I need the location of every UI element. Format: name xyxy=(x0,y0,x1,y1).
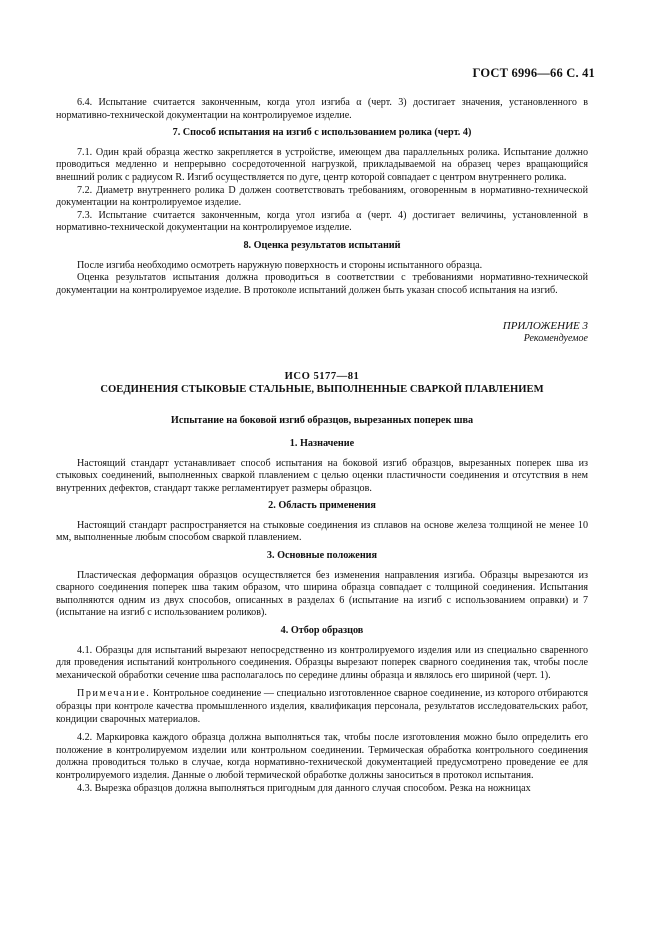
appendix-status: Рекомендуемое xyxy=(523,332,588,344)
note-label: Примечание. xyxy=(77,688,151,700)
section-3-heading: 3. Основные положения xyxy=(266,550,378,562)
paragraph-3: Пластическая деформация образцов осуществляется без изменения направления изгиба. Образцы вырезаются из сварного соединения поперек шва таким образом, что ширина образца совпадает с толщиной соединения. Испытания выполняются одним из двух способов, описанных в разделах 6 (испытание на изгиб с использованием оправки) и 7 (испытание на изгиб с использованием роликов). xyxy=(56,569,588,619)
paragraph-4-3: 4.3. Вырезка образцов должна выполняться пригодным для данного случая способом. Резка на ножницах xyxy=(77,782,531,794)
paragraph-1: Настоящий стандарт устанавливает способ испытания на боковой изгиб образцов, вырезанных поперек шва из стыковых соединений, выполненных сваркой плавлением с целью оценки пластичности соединения и отсутствия в нем внутренних дефектов, стандарт также регламентирует размеры образцов. xyxy=(56,457,588,494)
section-7-heading: 7. Способ испытания на изгиб с использованием ролика (черт. 4) xyxy=(172,127,472,139)
paragraph-7-2: 7.2. Диаметр внутреннего ролика D должен соответствовать требованиям, оговоренным в нормативно-технической документации на контролируемое изделие. xyxy=(56,184,588,209)
standard-title: СОЕДИНЕНИЯ СТЫКОВЫЕ СТАЛЬНЫЕ, ВЫПОЛНЕННЫЕ СВАРКОЙ ПЛАВЛЕНИЕМ xyxy=(100,384,544,396)
paragraph-2: Настоящий стандарт распространяется на стыковые соединения из сплавов на основе железа толщиной не менее 10 мм, выполненные любым способом сваркой плавлением. xyxy=(56,519,588,544)
page-content xyxy=(56,97,588,795)
note-text: Контрольное соединение — специально изготовленное сварное соединение, из которого отбираются образцы при контроле качества промышленного изделия, квалификация персонала, результатов исследовательских работ, кондиции сварочных материалов. xyxy=(56,688,588,725)
paragraph-4-2: 4.2. Маркировка каждого образца должна выполняться так, чтобы после изготовления можно было определить его положение в контролируемом изделии или контрольном соединении. Термическая обработка контрольного соединения должна проводиться только в случае, когда нормативно-технической документацией предусмотрено проведение ее для контролируемого изделия. Данные о любой термической обработке должны заноситься в протокол испытания. xyxy=(56,732,588,781)
paragraph-7-3: 7.3. Испытание считается законченным, когда угол изгиба α (черт. 4) достигает величины, установленной в нормативно-технической документации на контролируемое изделие. xyxy=(56,209,588,234)
section-1-heading: 1. Назначение xyxy=(289,437,355,449)
paragraph-4-1: 4.1. Образцы для испытаний вырезают непосредственно из контролируемого изделия или из специально сваренного для проведения испытаний контрольного соединения. Образцы вырезают поперек сварного соединения так, чтобы после механической обработки сечение шва располагалось по середине длины образца и являлось его шириной (черт. 1). xyxy=(56,644,588,681)
note-paragraph xyxy=(56,688,588,726)
section-4-heading: 4. Отбор образцов xyxy=(280,625,364,637)
paragraph-7-1: 7.1. Один край образца жестко закрепляется в устройстве, имеющем два параллельных ролика. Испытание должно проводиться медленно и непрерывно сосредоточенной нагрузкой, прикладываемой на образец через вращающийся внешний ролик с радиусом R. Изгиб осуществляется по дуге, центр которой совпадает с центром внутреннего ролика. xyxy=(56,146,588,183)
appendix-label-block xyxy=(56,321,588,344)
section-2-heading: 2. Область применения xyxy=(268,500,376,512)
appendix-label: ПРИЛОЖЕНИЕ 3 xyxy=(502,320,588,333)
paragraph-8-2: Оценка результатов испытания должна проводиться в соответствии с требованиями нормативно-технической документации на контролируемое изделие. В протоколе испытаний должен быть указан способ испытания на изгиб. xyxy=(56,272,588,296)
page-header: ГОСТ 6996—66 С. 41 xyxy=(472,66,595,80)
paragraph-8-1: После изгиба необходимо осмотреть наружную поверхность и стороны испытанного образца. xyxy=(77,259,483,271)
standard-code: ИСО 5177—81 xyxy=(284,371,360,383)
standard-subtitle: Испытание на боковой изгиб образцов, вырезанных поперек шва xyxy=(170,415,474,427)
standard-title-block xyxy=(56,370,588,396)
section-8-heading: 8. Оценка результатов испытаний xyxy=(243,239,401,251)
paragraph-6-4: 6.4. Испытание считается законченным, когда угол изгиба α (черт. 3) достигает значения, установленного в нормативно-технической документации на контролируемое изделие. xyxy=(56,97,588,121)
